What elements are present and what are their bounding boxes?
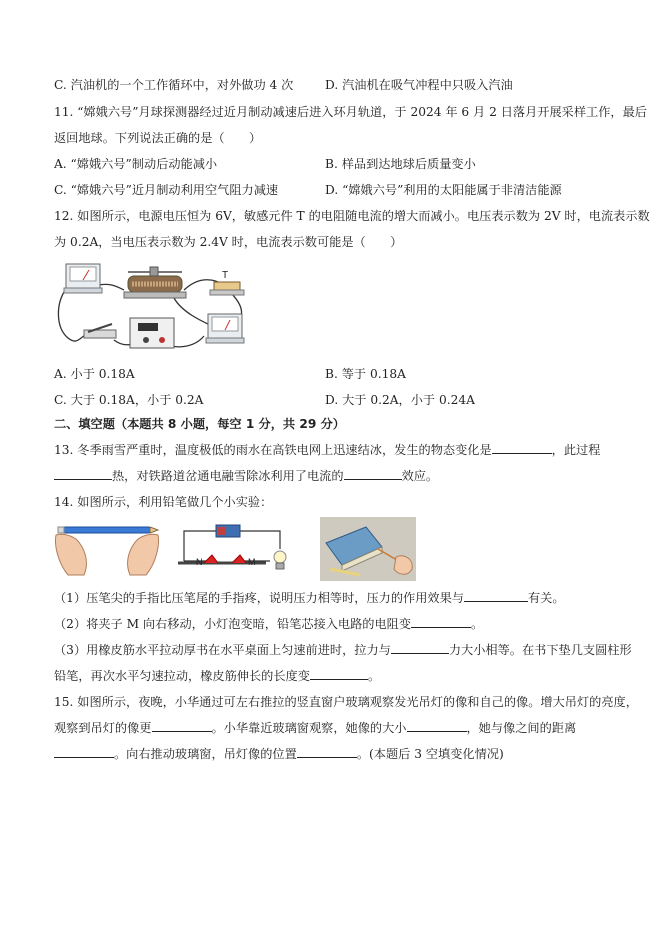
- q15-blank-3[interactable]: [54, 745, 114, 758]
- q14-blank-3[interactable]: [391, 641, 449, 654]
- q15-line3-text-b: 。(本题后 3 空填变化情况): [356, 747, 504, 761]
- q15-line2-text-a: 观察到吊灯的像更: [54, 721, 152, 735]
- q14-p1-text-b: 有关。: [527, 591, 565, 605]
- q13-line2-text-b: 效应。: [401, 469, 439, 483]
- q14-p2-text-a: （2）将夹子 M 向右移动，小灯泡变暗，铅笔芯接入电路的电阻变: [54, 617, 412, 631]
- q13-blank-1[interactable]: [492, 441, 552, 454]
- q12-option-a: A. 小于 0.18A: [54, 367, 135, 381]
- ammeter: [64, 264, 102, 293]
- q11-option-c: C. “嫦娥六号”近月制动利用空气阻力减速: [54, 183, 279, 197]
- q12-option-c: C. 大于 0.18A，小于 0.2A: [54, 393, 204, 407]
- q15-line2-text-c: ，她与像之间的距离: [466, 721, 577, 735]
- q12-option-d: D. 大于 0.2A，小于 0.24A: [325, 393, 475, 407]
- q14-p3-text-d: 。: [367, 669, 381, 683]
- q13-line1: [54, 441, 614, 459]
- q12-option-b: B. 等于 0.18A: [325, 367, 406, 381]
- q14-p2-text-b: 。: [471, 617, 484, 631]
- rheostat: [124, 267, 186, 298]
- q15-line1: 15. 如图所示，夜晚，小华通过可左右推拉的竖直窗户玻璃观察发光吊灯的像和自己的像。增大吊灯的亮度，: [54, 695, 638, 709]
- voltmeter: [206, 314, 244, 343]
- q14-blank-1[interactable]: [464, 589, 528, 602]
- q14-p3-text-a: （3）用橡皮筋水平拉动厚书在水平桌面上匀速前进时，拉力与: [54, 643, 391, 657]
- q14-part3-line2: [54, 667, 614, 685]
- q14-part3-line1: [54, 641, 632, 659]
- small-bulb: [274, 551, 286, 563]
- q14-figure-pencil-circuit: [170, 517, 296, 581]
- clip-n: [204, 555, 218, 563]
- q11-stem-line1: 11. “嫦娥六号”月球探测器经过近月制动减速后进入环月轨道，于 2024 年 6 月 2 日落月开展采样工作，最后: [54, 105, 647, 119]
- q15-line3: [54, 745, 614, 763]
- q13-line1-text-a: 13. 冬季雨雪严重时，温度极低的雨水在高铁电网上迅速结冰，发生的物态变化是: [54, 443, 492, 457]
- q10-option-c: C. 汽油机的一个工作循环中，对外做功 4 次: [54, 78, 294, 92]
- q15-blank-1[interactable]: [152, 719, 212, 732]
- label-t: T: [222, 270, 229, 281]
- q15-line3-text-a: 。向右推动玻璃窗，吊灯像的位置: [114, 747, 297, 761]
- q11-option-d: D. “嫦娥六号”利用的太阳能属于非清洁能源: [325, 183, 562, 197]
- label-n: N: [196, 557, 203, 567]
- q14-part2: [54, 615, 614, 633]
- q10-option-d: D. 汽油机在吸气冲程中只吸入汽油: [325, 78, 513, 92]
- q14-part1: [54, 589, 614, 607]
- q11-option-b: B. 样品到达地球后质量变小: [325, 157, 476, 171]
- q14-figure-hands-pencil: [54, 517, 160, 581]
- right-hand: [128, 534, 159, 575]
- q12-stem-line1: 12. 如图所示，电源电压恒为 6V，敏感元件 T 的电阻随电流的增大而减小。电压表示数为 2V 时，电流表示数: [54, 209, 650, 223]
- q14-figure-book-rubber-band: [320, 517, 416, 581]
- q15-blank-2[interactable]: [407, 719, 467, 732]
- section2-heading: 二、填空题（本题共 8 小题，每空 1 分，共 29 分）: [54, 417, 345, 431]
- q11-stem-line2: 返回地球。下列说法正确的是（ ）: [54, 131, 262, 145]
- q14-p3-text-b: 力大小相等。在书下垫几支圆柱形: [448, 643, 632, 657]
- sensitive-element-t: [210, 270, 244, 295]
- q14-stem: 14. 如图所示，利用铅笔做几个小实验：: [54, 495, 273, 509]
- q13-line1-text-b: ，此过程: [551, 443, 601, 457]
- left-hand: [56, 534, 87, 575]
- q14-p3-text-c: 铅笔，再次水平匀速拉动，橡皮筋伸长的长度变: [54, 669, 310, 683]
- q11-option-a: A. “嫦娥六号”制动后动能减小: [54, 157, 218, 171]
- q14-blank-2[interactable]: [411, 615, 471, 628]
- q15-blank-4[interactable]: [297, 745, 357, 758]
- label-m: M: [248, 557, 256, 567]
- q15-line2: [54, 719, 614, 737]
- q13-line2-text-a: 热，对铁路道岔通电融雪除冰利用了电流的: [112, 469, 344, 483]
- q15-line2-text-b: 。小华靠近玻璃窗观察，她像的大小: [211, 721, 407, 735]
- clip-m: [232, 555, 246, 563]
- q13-blank-2[interactable]: [54, 467, 112, 480]
- switch: [84, 324, 116, 338]
- q13-blank-3[interactable]: [344, 467, 402, 480]
- q13-line2: [54, 467, 614, 485]
- power-supply: [130, 318, 174, 348]
- q14-p1-text-a: （1）压笔尖的手指比压笔尾的手指疼，说明压力相等时，压力的作用效果与: [54, 591, 464, 605]
- q12-stem-line2: 为 0.2A，当电压表示数为 2.4V 时，电流表示数可能是（ ）: [54, 235, 403, 249]
- q12-circuit-figure: [54, 256, 260, 356]
- q14-blank-4[interactable]: [310, 667, 368, 680]
